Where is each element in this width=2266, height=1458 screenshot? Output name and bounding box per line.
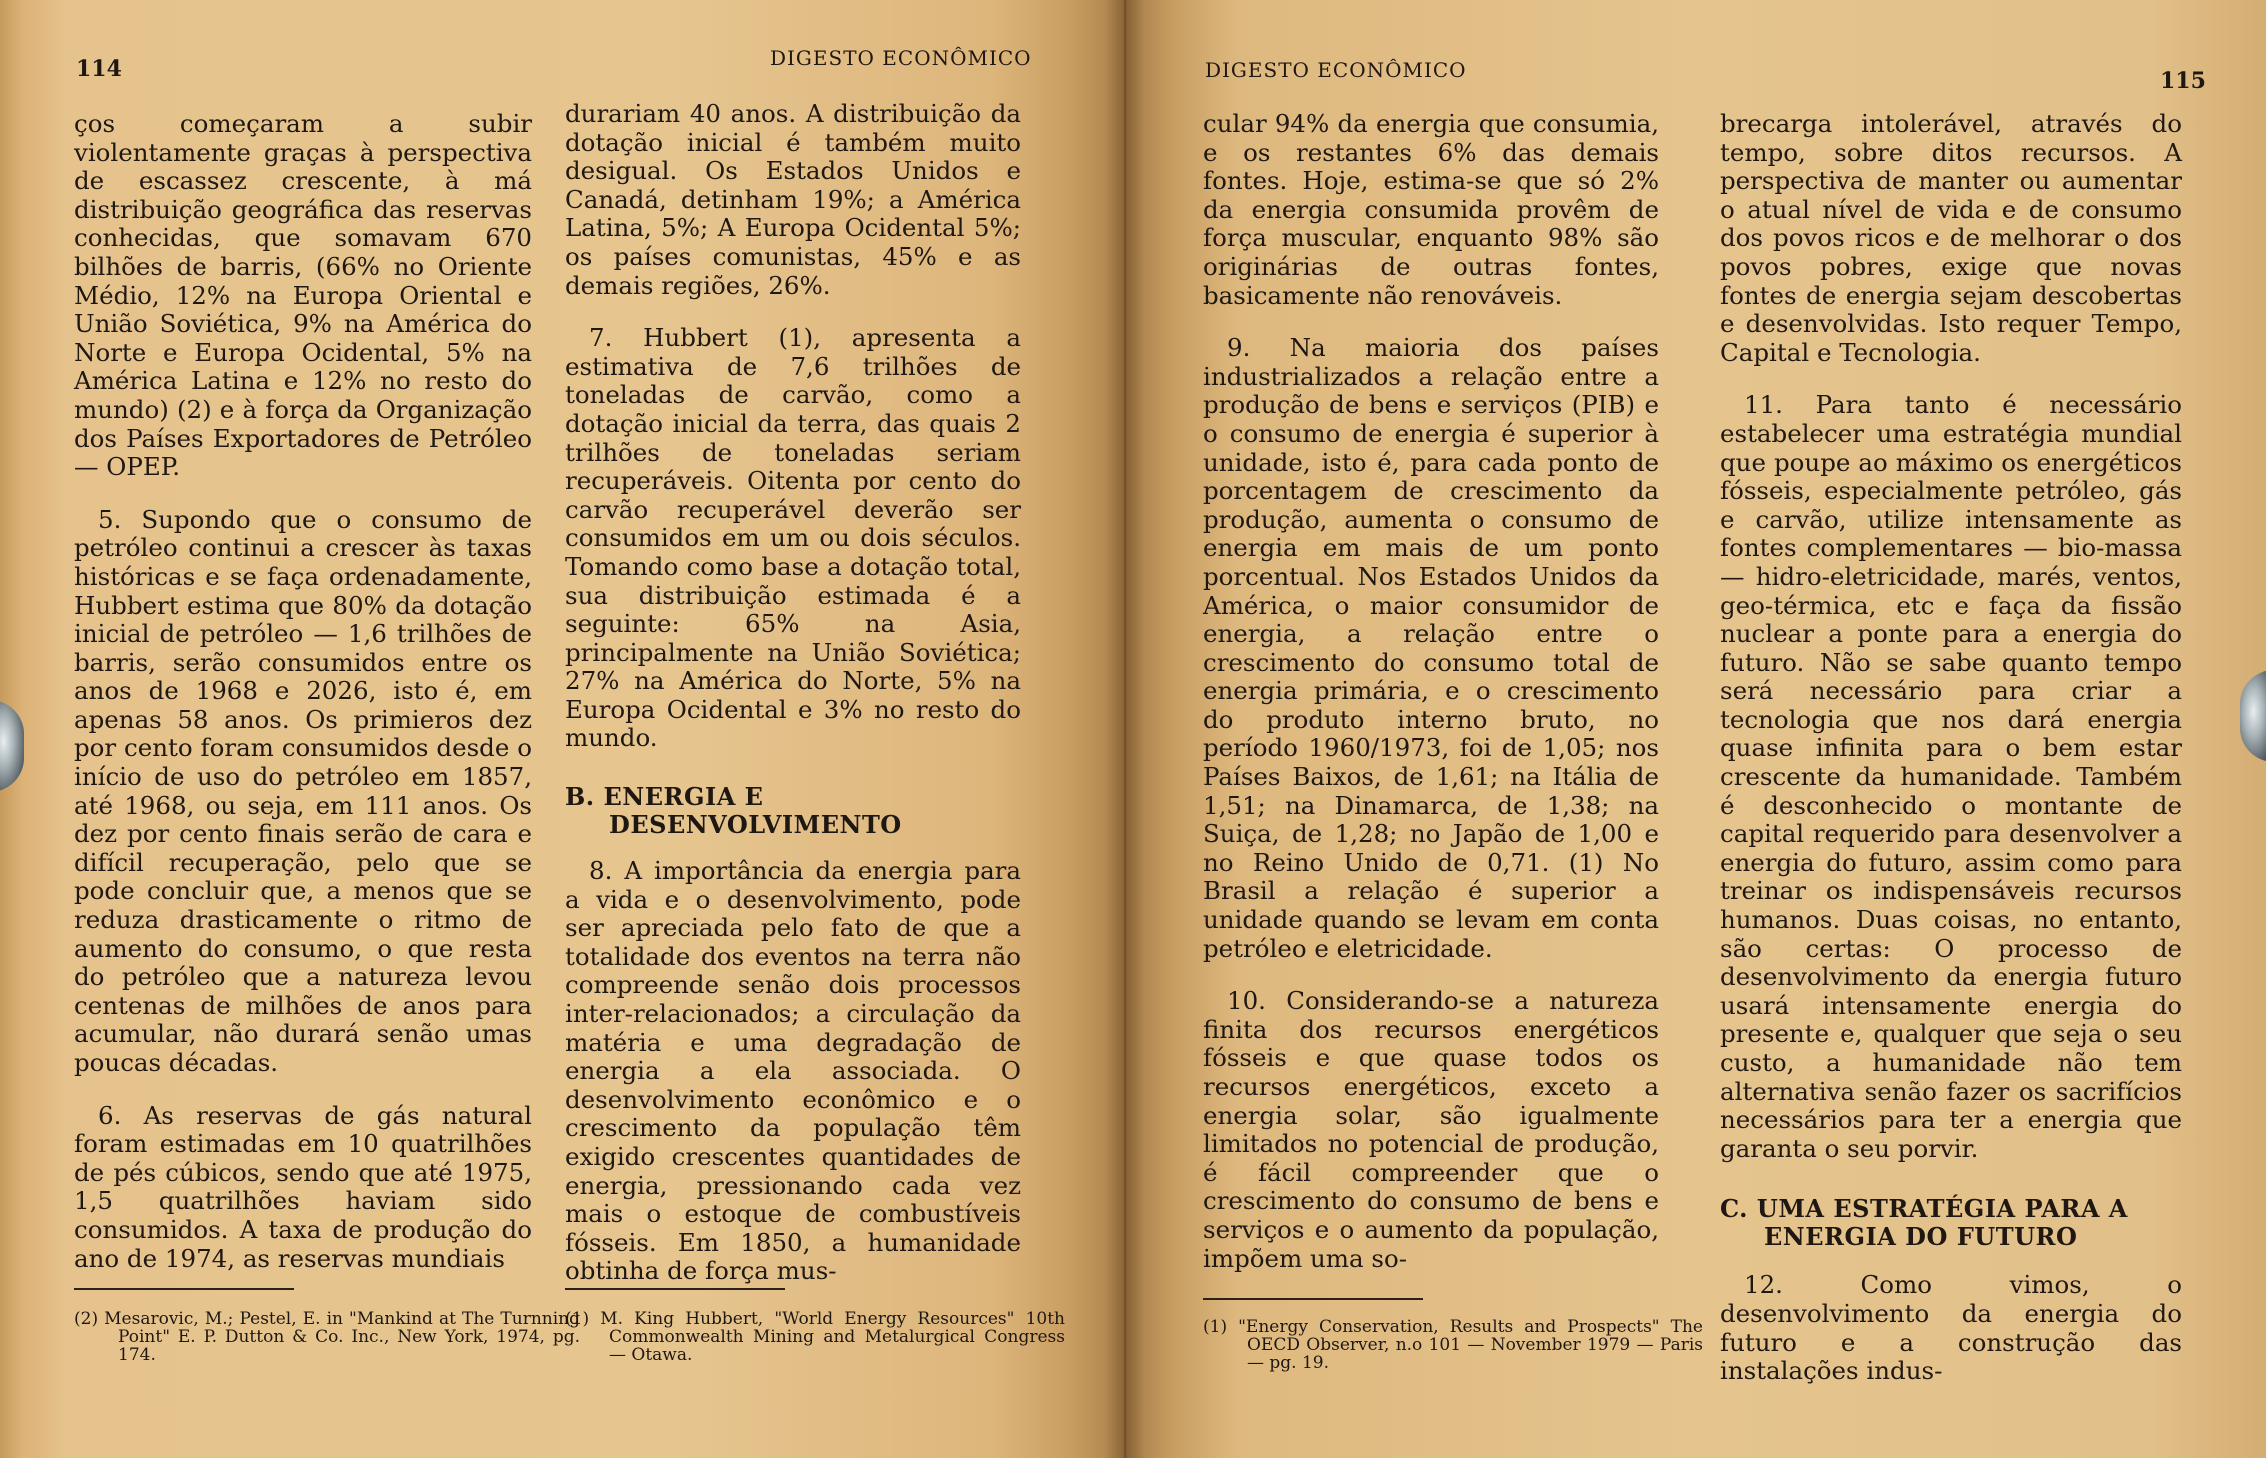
left-column-2 (565, 100, 1021, 1286)
paragraph-10: 10. Considerando-se a natureza finita dos recursos energéticos fósseis e que quase todos os recursos energéticos, exceto a energia solar, são igualmente limitados no potencial de produção, é fácil compreender que o crescimento do consumo de bens e serviços e o aumento da população, impõem uma so- (1203, 986, 1659, 1273)
paragraph: cular 94% da energia que consumia, e os restantes 6% das demais fontes. Hoje, estima-se que só 2% da energia consumida provêm de força muscular, enquanto 98% são originárias de outras fontes, basicamente não renováveis. (1203, 109, 1659, 310)
paragraph-5: 5. Supondo que o consumo de petróleo continui a crescer às taxas históricas e se faça ordenadamente, Hubbert estima que 80% da dotação inicial de petróleo — 1,6 trilhões de barris, serão consumidos entre os anos de 1968 e 2026, isto é, em apenas 58 anos. Os primieros dez por cento foram consumidos desde o início de uso do petróleo em 1857, até 1968, ou seja, em 111 anos. Os dez por cento finais serão de cara e difícil recuperação, pelo que se pode concluir que, a menos que se reduza drasticamente o ritmo de aumento do consumo, o que resta do petróleo que a natureza levou centenas de milhões de anos para acumular, não durará senão umas poucas décadas. (74, 504, 532, 1077)
paragraph: brecarga intolerável, através do tempo, sobre ditos recursos. A perspectiva de manter ou aumentar o atual nível de vida e de consumo dos povos ricos e de melhorar o dos povos pobres, exige que novas fontes de energia sejam descobertas e desenvolvidas. Isto requer Tempo, Capital e Tecnologia. (1720, 109, 2182, 367)
paragraph-11: 11. Para tanto é necessário estabelecer uma estratégia mundial que poupe ao máximo os energéticos fósseis, especialmente petróleo, gás e carvão, utilize intensamente as fontes complementares — bio-massa — hidro-eletricidade, marés, ventos, geo-térmica, etc e faça da fissão nuclear a ponte para a energia do futuro. Não se sabe quanto tempo será necessário para criar a tecnologia que nos dará energia quase infinita para o bem estar crescente da humanidade. Também é desconhecido o montante de capital requerido para desenvolver a energia do futuro, assim como para treinar os indispensáveis recursos humanos. Duas coisas, no entanto, são certas: O processo de desenvolvimento da energia futuro usará intensamente energia do presente e, qualquer que seja o seu custo, a humanidade não tem alternativa senão fazer os sacrifícios necessários para ter a energia que garanta o seu porvir. (1720, 390, 2182, 1163)
running-head: DIGESTO ECONÔMICO (770, 46, 1032, 70)
right-column-2 (1720, 110, 2182, 1386)
running-head: DIGESTO ECONÔMICO (1205, 58, 1467, 82)
section-heading-b: B. ENERGIA E DESENVOLVIMENTO (565, 782, 902, 840)
page-number: 114 (76, 56, 122, 82)
page-number: 115 (2160, 68, 2206, 94)
left-column-1 (74, 110, 532, 1273)
footnote-rule (1203, 1298, 1423, 1300)
footnote: (2) Mesarovic, M.; Pestel, E. in "Mankind at The Turnning Point" E. P. Dutton & Co. Inc., New York, 1974, pg. 174. (74, 1309, 580, 1365)
paragraph-6: 6. As reservas de gás natural foram estimadas em 10 quatrilhões de pés cúbicos, sendo que até 1975, 1,5 quatrilhões haviam sido consumidos. A taxa de produção do ano de 1974, as reservas mundiais (74, 1100, 532, 1273)
footnote-rule (565, 1288, 785, 1290)
paragraph-8: 8. A importância da energia para a vida e o desenvolvimento, pode ser apreciada pelo fato de que a totalidade dos eventos na terra não compreende senão dois processos inter-relacionados; a circulação da matéria e uma degradação de energia a ela associada. O desenvolvimento econômico e o crescimento da população têm exigido crescentes quantidades de energia, pressionando cada vez mais o estoque de combustíveis fósseis. Em 1850, a humanidade obtinha de força mus- (565, 856, 1021, 1286)
right-page (1125, 0, 2266, 1458)
book-gutter (1105, 0, 1145, 1458)
footnote-rule (74, 1288, 294, 1290)
paragraph: ços começaram a subir violentamente graças à perspectiva de escassez crescente, à má distribuição geográfica das reservas conhecidas, que somavam 670 bilhões de barris, (66% no Oriente Médio, 12% na Europa Oriental e União Soviética, 9% na América do Norte e Europa Ocidental, 5% na América Latina e 12% no resto do mundo) (2) e à força da Organização dos Países Exportadores de Petróleo — OPEP. (74, 109, 532, 482)
paragraph: durariam 40 anos. A distribuição da dotação inicial é também muito desigual. Os Estados Unidos e Canadá, detinham 19%; a América Latina, 5%; A Europa Ocidental 5%; os países comunistas, 45% e as demais regiões, 26%. (565, 99, 1021, 300)
left-page (0, 0, 1125, 1458)
paragraph-7: 7. Hubbert (1), apresenta a estimativa de 7,6 trilhões de toneladas de carvão, como a dotação inicial da terra, das quais 2 trilhões de toneladas seriam recuperáveis. Oitenta por cento do carvão recuperável deverão ser consumidos em um ou dois séculos. Tomando como base a dotação total, sua distribuição estimada é a seguinte: 65% na Asia, principalmente na União Soviética; 27% na América do Norte, 5% na Europa Ocidental e 3% no resto do mundo. (565, 323, 1021, 753)
footnote: (1) "Energy Conservation, Results and Prospects" The OECD Observer, n.o 101 — November 1979 — Paris — pg. 19. (1203, 1317, 1703, 1373)
footnote: (1) M. King Hubbert, "World Energy Resources" 10th Commonwealth Mining and Metalurgical Congress — Otawa. (565, 1309, 1065, 1365)
section-heading-c: C. UMA ESTRATÉGIA PARA A ENERGIA DO FUTURO (1720, 1194, 2128, 1252)
paragraph-9: 9. Na maioria dos países industrializados a relação entre a produção de bens e serviços (PIB) e o consumo de energia é superior à unidade, isto é, para cada ponto de porcentagem de crescimento da produção, aumenta o consumo de energia em mais de um ponto porcentual. Nos Estados Unidos da América, o maior consumidor de energia, a relação entre o crescimento do consumo total de energia primária, e o crescimento do produto interno bruto, no período 1960/1973, foi de 1,05; nos Países Baixos, de 1,61; na Itália de 1,51; na Dinamarca, de 1,38; na Suiça, de 1,28; no Japão de 1,00 e no Reino Unido de 0,71. (1) No Brasil a relação é superior a unidade quando se levam em conta petróleo e eletricidade. (1203, 333, 1659, 963)
right-column-1 (1203, 110, 1659, 1273)
paragraph-12: 12. Como vimos, o desenvolvimento da energia do futuro e a construção das instalações indus- (1720, 1270, 2182, 1386)
